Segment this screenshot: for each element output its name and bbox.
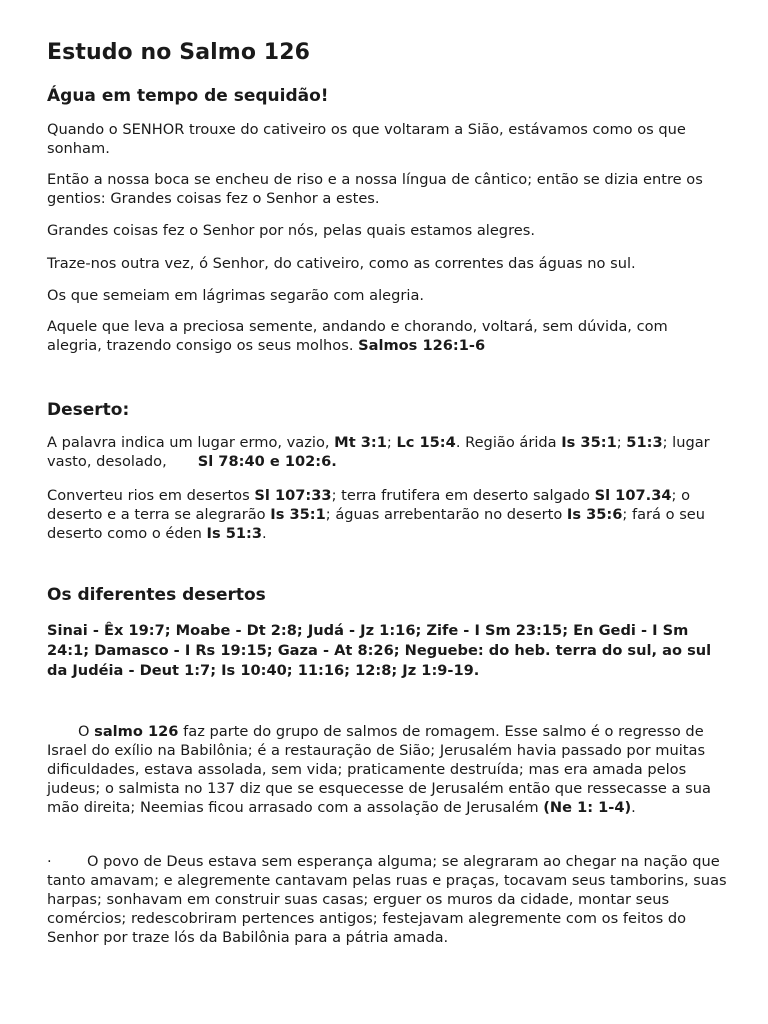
deserto-paragraph-2 bbox=[47, 486, 727, 543]
text: ; fará o seu deserto como o éden bbox=[47, 506, 706, 542]
psalm-verse-4: Traze-nos outra vez, ó Senhor, do cativeiro, como as correntes das águas no sul. bbox=[47, 255, 636, 272]
text: faz parte do grupo de salmos de romagem. Esse salmo é o regresso de Israel do exílio na Babilônia; é a restauração de Sião; Jerusalém havia passado por muitas dificuldades, estava assolada, sem vida; praticamente destruída; mas era amada pelos judeus; o salmista no 137 diz que se esquecesse de Jerusalém então que ressecasse a sua mão direita; Neemias ficou arrasado com a assolação de Jerusalém bbox=[47, 723, 711, 816]
reference: 51:3 bbox=[626, 434, 663, 451]
section-heading-diferentes-desertos: Os diferentes desertos bbox=[47, 585, 266, 605]
text: . bbox=[262, 525, 267, 542]
text: ; terra frutifera em deserto salgado bbox=[331, 487, 595, 504]
psalm-verse-2: Então a nossa boca se encheu de riso e a nossa língua de cântico; então se dizia entre os gentios: Grandes coisas fez o Senhor a estes. bbox=[47, 171, 703, 207]
text: O povo de Deus estava sem esperança alguma; se alegraram ao chegar na nação que tanto amavam; e alegremente cantavam pelas ruas e praças, tocavam seus tamborins, suas harpas; sonhavam em construir suas casas; erguer os muros da cidade, montar seus comércios; redescobriram pertences antigos; festejavam alegremente com os feitos do Senhor por traze lós da Babilônia para a pátria amada. bbox=[47, 853, 727, 946]
reference: (Ne 1: 1-4) bbox=[543, 799, 632, 816]
reference: Lc 15:4 bbox=[396, 434, 456, 451]
page-title: Estudo no Salmo 126 bbox=[47, 40, 311, 65]
psalm-verse-1: Quando o SENHOR trouxe do cativeiro os que voltaram a Sião, estávamos como os que sonham. bbox=[47, 121, 686, 157]
body-paragraph-1 bbox=[47, 722, 727, 817]
bullet: · bbox=[47, 853, 52, 870]
reference: Sl 78:40 e 102:6. bbox=[197, 453, 337, 470]
reference: salmo 126 bbox=[94, 723, 179, 740]
text: ; bbox=[386, 434, 397, 451]
text: ; águas arrebentarão no deserto bbox=[325, 506, 567, 523]
reference: Is 35:1 bbox=[270, 506, 326, 523]
text: ; bbox=[616, 434, 627, 451]
body-paragraph-2 bbox=[47, 852, 727, 947]
reference: Is 35:1 bbox=[561, 434, 617, 451]
text: ; lugar vasto, desolado, bbox=[47, 434, 710, 470]
psalm-reference: Salmos 126:1-6 bbox=[358, 337, 486, 354]
psalm-verse-5: Os que semeiam em lágrimas segarão com alegria. bbox=[47, 287, 425, 304]
reference: Is 51:3 bbox=[206, 525, 263, 542]
psalm-verse-6 bbox=[47, 317, 727, 355]
text: ; o deserto e a terra se alegrarão bbox=[47, 487, 691, 523]
reference: Is 35:6 bbox=[566, 506, 623, 523]
psalm-verse-3: Grandes coisas fez o Senhor por nós, pelas quais estamos alegres. bbox=[47, 222, 535, 239]
section-heading-deserto: Deserto: bbox=[47, 400, 130, 420]
psalm-verse-6-text: Aquele que leva a preciosa semente, andando e chorando, voltará, sem dúvida, com alegria, trazendo consigo os seus molhos. bbox=[47, 318, 668, 354]
text: A palavra indica um lugar ermo, vazio, bbox=[47, 434, 335, 451]
text: . bbox=[631, 799, 636, 816]
text: . Região árida bbox=[455, 434, 562, 451]
deserts-list: Sinai - Êx 19:7; Moabe - Dt 2:8; Judá - Jz 1:16; Zife - I Sm 23:15; En Gedi - I Sm 24:1; Damasco - I Rs 19:15; Gaza - At 8:26; Neguebe: do heb. terra do sul, ao sul da Judéia - Deut 1:7; Is 10:40; 11:16; 12:8; Jz 1:9-19. bbox=[47, 622, 712, 679]
reference: Sl 107.34 bbox=[594, 487, 672, 504]
text: O bbox=[78, 723, 95, 740]
deserto-paragraph-1 bbox=[47, 433, 727, 471]
text: Converteu rios em desertos bbox=[47, 487, 255, 504]
reference: Mt 3:1 bbox=[334, 434, 387, 451]
subtitle: Água em tempo de sequidão! bbox=[47, 86, 329, 106]
reference: Sl 107:33 bbox=[254, 487, 332, 504]
